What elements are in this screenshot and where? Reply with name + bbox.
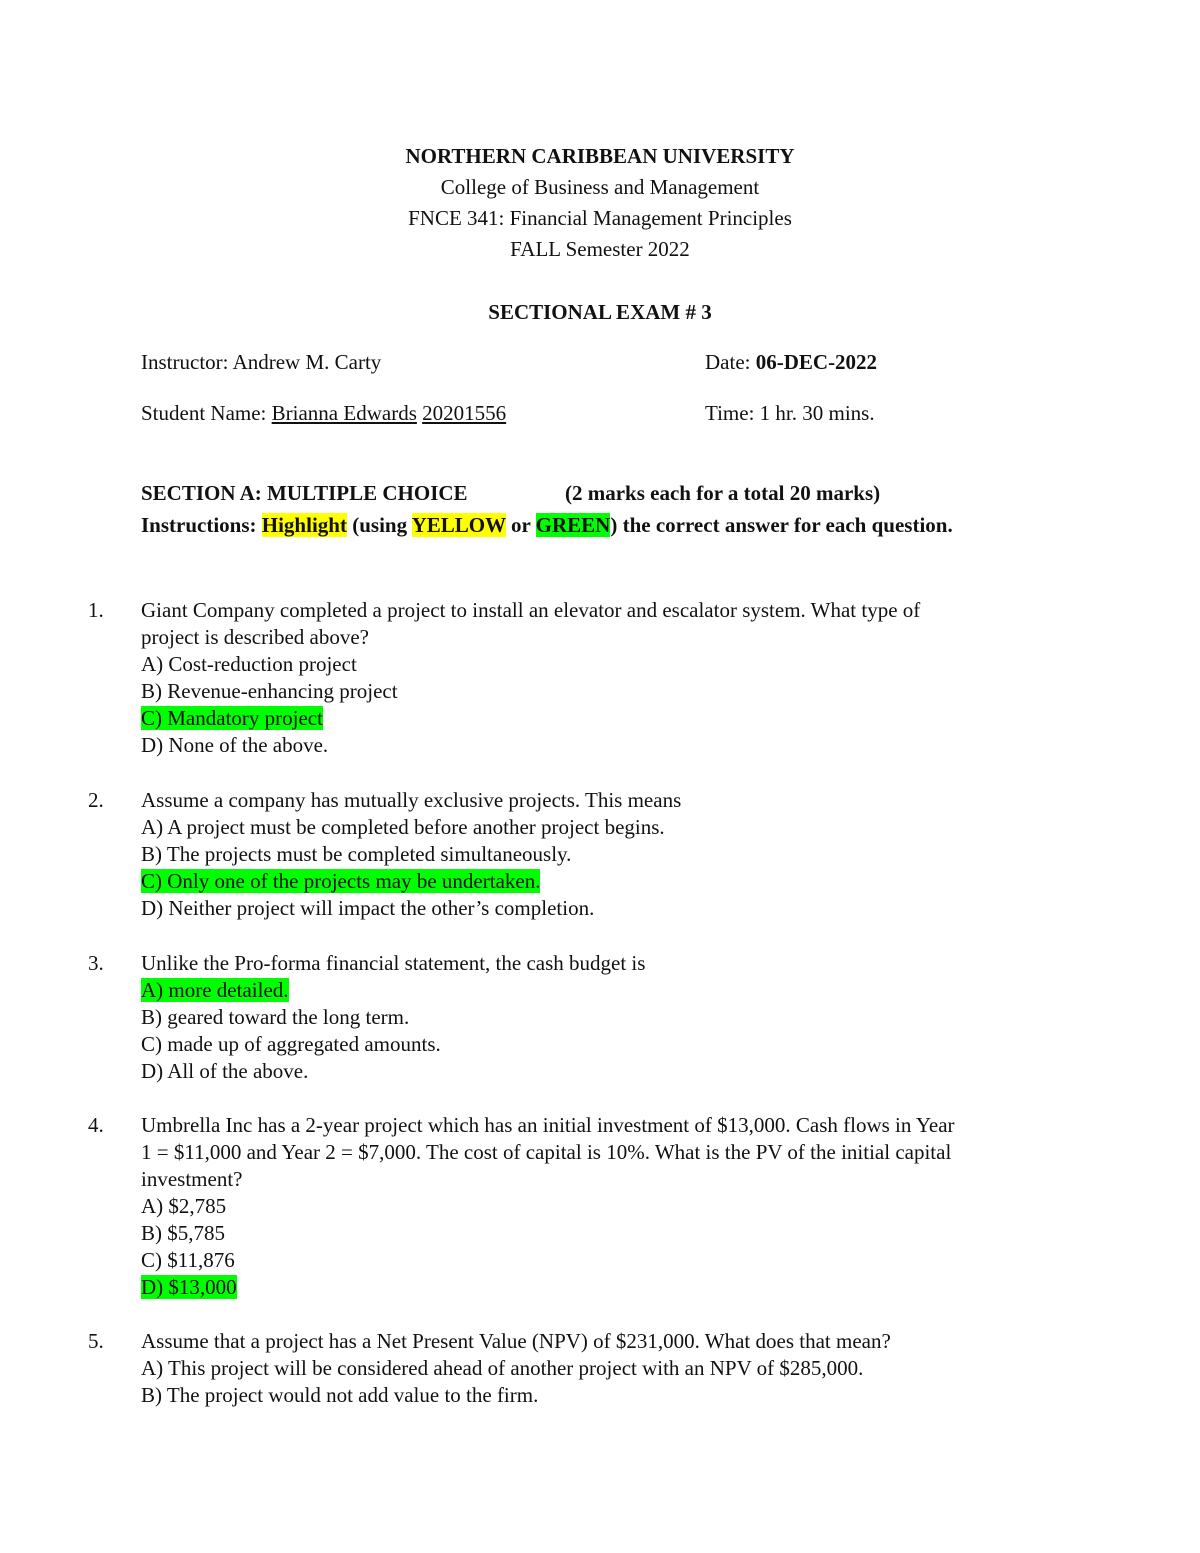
question-1-number: 1. xyxy=(88,598,104,622)
question-text: Umbrella Inc has a 2-year project which has an initial investment of $13,000. Cash flows in Year xyxy=(141,1113,955,1137)
answer-option-d[interactable]: D) All of the above. xyxy=(141,1059,309,1083)
question-text: project is described above? xyxy=(141,625,369,649)
section-marks: (2 marks each for a total 20 marks) xyxy=(565,481,881,505)
college-name: College of Business and Management xyxy=(440,175,760,199)
instructions-text: or xyxy=(505,513,536,537)
question-text: investment? xyxy=(141,1167,243,1191)
student-label: Student Name: xyxy=(141,401,272,425)
question-1 xyxy=(141,597,1071,759)
question-text: 1 = $11,000 and Year 2 = $7,000. The cost of capital is 10%. What is the PV of the initial capital xyxy=(141,1140,952,1164)
question-5-number: 5. xyxy=(88,1329,104,1353)
answer-option-a[interactable]: A) Cost-reduction project xyxy=(141,652,357,676)
instructions-highlight-word: Highlight xyxy=(261,513,347,537)
date-value: 06-DEC-2022 xyxy=(755,350,878,374)
student-name-line xyxy=(141,400,506,426)
answer-option-a[interactable]: A) This project will be considered ahead of another project with an NPV of $285,000. xyxy=(141,1356,864,1380)
exam-date xyxy=(705,349,877,375)
university-name: NORTHERN CARIBBEAN UNIVERSITY xyxy=(405,144,795,168)
answer-option-d[interactable]: D) None of the above. xyxy=(141,733,329,757)
section-title: SECTION A: MULTIPLE CHOICE xyxy=(141,481,468,505)
exam-title: SECTIONAL EXAM # 3 xyxy=(488,300,712,324)
semester: FALL Semester 2022 xyxy=(510,237,690,261)
answer-option-b[interactable]: B) The projects must be completed simultaneously. xyxy=(141,842,572,866)
course-name: FNCE 341: Financial Management Principles xyxy=(408,206,792,230)
answer-option-b[interactable]: B) geared toward the long term. xyxy=(141,1005,410,1029)
answer-option-c-correct[interactable]: C) Only one of the projects may be undertaken. xyxy=(141,869,541,893)
instructions-green-word: GREEN xyxy=(535,513,611,537)
answer-option-c[interactable]: C) made up of aggregated amounts. xyxy=(141,1032,441,1056)
question-text: Unlike the Pro-forma financial statement, the cash budget is xyxy=(141,951,646,975)
answer-option-a-correct[interactable]: A) more detailed. xyxy=(141,978,289,1002)
question-3-number: 3. xyxy=(88,951,104,975)
question-2-number: 2. xyxy=(88,788,104,812)
student-name: Brianna Edwards xyxy=(271,401,417,425)
answer-option-a[interactable]: A) $2,785 xyxy=(141,1194,227,1218)
answer-option-b[interactable]: B) $5,785 xyxy=(141,1221,225,1245)
answer-option-d[interactable]: D) Neither project will impact the other’s completion. xyxy=(141,896,595,920)
question-text: Assume that a project has a Net Present Value (NPV) of $231,000. What does that mean? xyxy=(141,1329,891,1353)
question-4-number: 4. xyxy=(88,1113,104,1137)
instructions-text: ) the correct answer for each question. xyxy=(610,513,953,537)
instructions-label: Instructions: xyxy=(141,513,262,537)
answer-option-a[interactable]: A) A project must be completed before another project begins. xyxy=(141,815,665,839)
answer-option-d-correct[interactable]: D) $13,000 xyxy=(141,1275,237,1299)
question-text: Assume a company has mutually exclusive projects. This means xyxy=(141,788,682,812)
date-label: Date: xyxy=(705,350,756,374)
instructions xyxy=(141,512,953,538)
question-3 xyxy=(141,950,1071,1085)
question-5 xyxy=(141,1328,1071,1409)
answer-option-c-correct[interactable]: C) Mandatory project xyxy=(141,706,323,730)
answer-option-b[interactable]: B) The project would not add value to the firm. xyxy=(141,1383,539,1407)
question-4 xyxy=(141,1112,1071,1301)
instructions-yellow-word: YELLOW xyxy=(411,513,506,537)
exam-time: Time: 1 hr. 30 mins. xyxy=(705,401,875,425)
instructions-text: (using xyxy=(346,513,412,537)
answer-option-b[interactable]: B) Revenue-enhancing project xyxy=(141,679,398,703)
answer-option-c[interactable]: C) $11,876 xyxy=(141,1248,235,1272)
instructor: Instructor: Andrew M. Carty xyxy=(141,350,382,374)
question-2 xyxy=(141,787,1071,922)
student-id: 20201556 xyxy=(422,401,507,425)
question-text: Giant Company completed a project to install an elevator and escalator system. What type of xyxy=(141,598,921,622)
